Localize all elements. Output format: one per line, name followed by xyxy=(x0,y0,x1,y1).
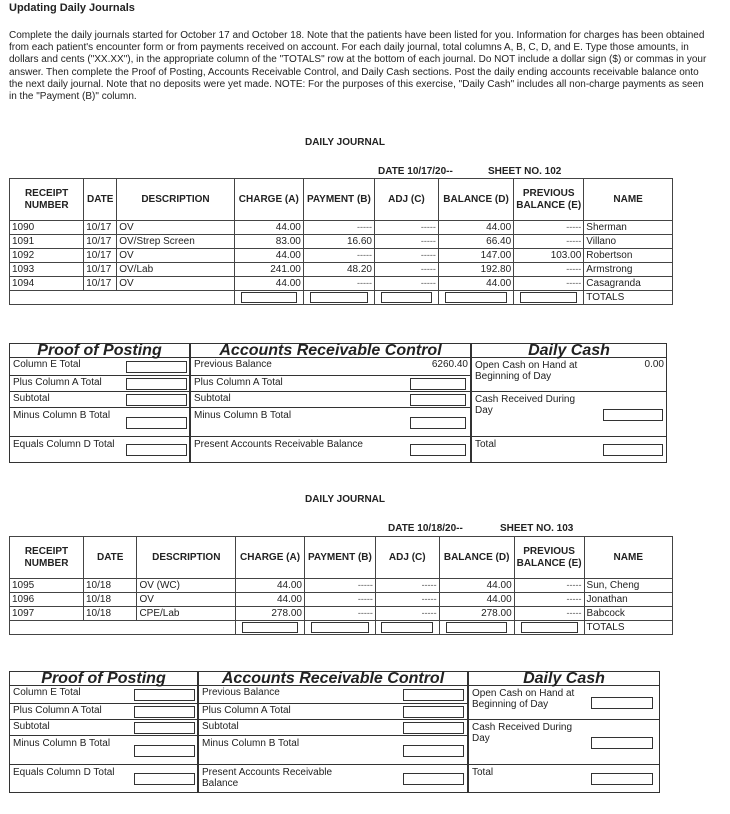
row-input[interactable] xyxy=(126,417,187,429)
row-input[interactable] xyxy=(126,394,187,406)
journal-row xyxy=(10,593,673,607)
proof-row xyxy=(469,686,659,720)
totals-row xyxy=(10,291,673,305)
col-adj: ADJ (C) xyxy=(375,537,439,579)
row-input[interactable] xyxy=(134,689,195,701)
ar-title: Accounts Receivable Control xyxy=(191,344,470,358)
col-payment: PAYMENT (B) xyxy=(304,537,375,579)
proof-row xyxy=(472,437,666,463)
cell-payment: 48.20 xyxy=(303,263,374,277)
col-receipt: RECEIPT NUMBER xyxy=(10,179,84,221)
instructions: Complete the daily journals started for October 17 and October 18. Note that the patients have been listed for you. Information for charges has been obtained from each patient's encounter form or from payments received on account. For each daily journal, total columns A, B, C, D, and E. Type those amounts, in dollars and cents ("XX.XX"), in the appropriate column of the "TOTALS" row at the bottom of each journal. Do NOT include a dollar sign ($) or commas in your answer. Then complete the Proof of Posting, Accounts Receivable Control, and Daily Cash sections. Post the daily ending accounts receivable balance onto the next daily journal. Note that no deposits were yet made. NOTE: For the purposes of this exercise, "Daily Cash" includes all non-charge payments as seen in the "Payment (B)" column. xyxy=(9,30,707,103)
row-input[interactable] xyxy=(403,745,464,757)
row-label: Present Accounts Receivable Balance xyxy=(194,439,363,450)
cell-balance: 192.80 xyxy=(438,263,513,277)
total-balance-input[interactable] xyxy=(446,622,508,633)
journal2-heading: DAILY JOURNAL xyxy=(304,494,385,505)
proof-row xyxy=(10,765,197,793)
cell-balance: 44.00 xyxy=(439,593,514,607)
col-prev-balance: PREVIOUS BALANCE (E) xyxy=(514,537,584,579)
total-prev-input[interactable] xyxy=(520,292,577,303)
cell-charge: 278.00 xyxy=(236,607,305,621)
row-label: Open Cash on Hand at Beginning of Day xyxy=(475,360,578,382)
row-input[interactable] xyxy=(403,689,464,701)
cell-adj: ----- xyxy=(375,579,439,593)
cell-date: 10/18 xyxy=(84,593,137,607)
proof-row xyxy=(191,358,470,376)
cell-charge: 44.00 xyxy=(234,249,303,263)
col-name: NAME xyxy=(584,179,673,221)
cell-charge: 44.00 xyxy=(236,593,305,607)
ar-title: Accounts Receivable Control xyxy=(199,672,467,686)
proof-row xyxy=(10,686,197,704)
cell-name: Casagranda xyxy=(584,277,673,291)
cell-receipt: 1091 xyxy=(10,235,84,249)
cash-title: Daily Cash xyxy=(469,672,659,686)
row-input[interactable] xyxy=(410,394,466,406)
row-label: Equals Column D Total xyxy=(13,767,115,778)
total-adj-input[interactable] xyxy=(381,292,433,303)
row-value: 6260.40 xyxy=(431,359,468,370)
row-label: Plus Column A Total xyxy=(202,705,291,716)
totals-label: TOTALS xyxy=(584,621,672,635)
journal-row xyxy=(10,579,673,593)
row-input[interactable] xyxy=(410,444,466,456)
proof-row xyxy=(10,720,197,736)
cell-payment: ----- xyxy=(304,593,375,607)
row-label: Minus Column B Total xyxy=(13,410,111,421)
proof-row xyxy=(10,392,189,408)
journal1-heading: DAILY JOURNAL xyxy=(304,137,385,148)
cell-name: Armstrong xyxy=(584,263,673,277)
cell-receipt: 1094 xyxy=(10,277,84,291)
cell-desc: OV (WC) xyxy=(137,579,236,593)
col-date: DATE xyxy=(84,179,117,221)
row-input[interactable] xyxy=(403,706,464,718)
row-input[interactable] xyxy=(603,444,663,456)
journal-row xyxy=(10,263,673,277)
totals-label: TOTALS xyxy=(584,291,673,305)
row-label: Equals Column D Total xyxy=(13,439,115,450)
row-input[interactable] xyxy=(126,444,187,456)
row-label: Minus Column B Total xyxy=(202,738,300,749)
col-receipt: RECEIPT NUMBER xyxy=(10,537,84,579)
row-label: Cash Received During Day xyxy=(475,394,576,416)
row-label: Subtotal xyxy=(13,721,50,732)
cell-name: Sun, Cheng xyxy=(584,579,672,593)
cell-payment: ----- xyxy=(303,277,374,291)
proof-row xyxy=(10,376,189,392)
cell-desc: OV xyxy=(117,221,235,235)
row-label: Subtotal xyxy=(13,393,50,404)
row-label: Column E Total xyxy=(13,359,81,370)
cell-balance: 44.00 xyxy=(438,277,513,291)
journal2-sheet: SHEET NO. 103 xyxy=(500,523,574,534)
cell-prev: ----- xyxy=(514,593,584,607)
proof-row xyxy=(191,437,470,463)
journal1-sheet: SHEET NO. 102 xyxy=(488,166,562,177)
col-description: DESCRIPTION xyxy=(137,537,236,579)
row-input[interactable] xyxy=(134,745,195,757)
cell-adj: ----- xyxy=(374,249,438,263)
cell-balance: 44.00 xyxy=(438,221,513,235)
row-label: Plus Column A Total xyxy=(194,377,283,388)
journal1-table xyxy=(9,178,673,305)
row-label: Previous Balance xyxy=(194,359,272,370)
row-input[interactable] xyxy=(410,417,466,429)
total-payment-input[interactable] xyxy=(310,292,368,303)
journal-row xyxy=(10,277,673,291)
proof-row xyxy=(199,686,467,704)
daily-cash-2 xyxy=(468,671,660,793)
row-label: Previous Balance xyxy=(202,687,280,698)
proof-of-posting-2 xyxy=(9,671,198,793)
journal-row xyxy=(10,607,673,621)
cell-desc: CPE/Lab xyxy=(137,607,236,621)
cell-payment: ----- xyxy=(303,249,374,263)
cell-receipt: 1096 xyxy=(10,593,84,607)
cell-prev: ----- xyxy=(514,607,584,621)
cell-adj: ----- xyxy=(374,277,438,291)
row-input[interactable] xyxy=(134,773,195,785)
row-input[interactable] xyxy=(134,722,195,734)
col-charge: CHARGE (A) xyxy=(234,179,303,221)
row-label: Minus Column B Total xyxy=(194,410,292,421)
cell-prev: ----- xyxy=(514,263,584,277)
row-label: Plus Column A Total xyxy=(13,705,102,716)
cell-date: 10/17 xyxy=(84,277,117,291)
row-label: Subtotal xyxy=(194,393,231,404)
cell-date: 10/17 xyxy=(84,249,117,263)
proof-row xyxy=(469,720,659,765)
proof-of-posting-1 xyxy=(9,343,190,463)
cell-payment: ----- xyxy=(304,607,375,621)
proof-row xyxy=(10,704,197,720)
cell-receipt: 1095 xyxy=(10,579,84,593)
cell-adj: ----- xyxy=(375,593,439,607)
cell-adj: ----- xyxy=(375,607,439,621)
row-label: Present Accounts Receivable Balance xyxy=(202,767,333,789)
row-label: Total xyxy=(472,767,494,778)
proof-row xyxy=(199,704,467,720)
proof-row xyxy=(10,736,197,765)
proof-title: Proof of Posting xyxy=(10,344,189,358)
row-label: Subtotal xyxy=(202,721,239,732)
cell-balance: 66.40 xyxy=(438,235,513,249)
col-name: NAME xyxy=(584,537,672,579)
journal-row xyxy=(10,235,673,249)
proof-row xyxy=(191,392,470,408)
cell-prev: ----- xyxy=(514,221,584,235)
cell-name: Jonathan xyxy=(584,593,672,607)
cell-receipt: 1092 xyxy=(10,249,84,263)
col-adj: ADJ (C) xyxy=(374,179,438,221)
journal1-date: DATE 10/17/20-- xyxy=(378,166,453,177)
cell-prev: ----- xyxy=(514,277,584,291)
proof-row xyxy=(472,358,666,392)
col-balance: BALANCE (D) xyxy=(438,179,513,221)
proof-row xyxy=(10,437,189,463)
cell-name: Robertson xyxy=(584,249,673,263)
journal2-date: DATE 10/18/20-- xyxy=(388,523,463,534)
page-title: Updating Daily Journals xyxy=(9,2,135,14)
row-label: Plus Column A Total xyxy=(13,377,102,388)
col-charge: CHARGE (A) xyxy=(236,537,305,579)
cell-charge: 241.00 xyxy=(234,263,303,277)
row-input[interactable] xyxy=(134,706,195,718)
ar-control-2 xyxy=(198,671,468,793)
cell-balance: 147.00 xyxy=(438,249,513,263)
cell-charge: 83.00 xyxy=(234,235,303,249)
col-date: DATE xyxy=(84,537,137,579)
cell-name: Villano xyxy=(584,235,673,249)
cell-desc: OV/Strep Screen xyxy=(117,235,235,249)
col-payment: PAYMENT (B) xyxy=(303,179,374,221)
row-label: Minus Column B Total xyxy=(13,738,111,749)
cell-desc: OV xyxy=(117,249,235,263)
cell-date: 10/18 xyxy=(84,579,137,593)
proof-row xyxy=(199,720,467,736)
cell-date: 10/18 xyxy=(84,607,137,621)
col-description: DESCRIPTION xyxy=(117,179,235,221)
row-label: Column E Total xyxy=(13,687,81,698)
journal2-table xyxy=(9,536,673,635)
row-value: 0.00 xyxy=(644,359,664,370)
cell-receipt: 1097 xyxy=(10,607,84,621)
cell-prev: ----- xyxy=(514,235,584,249)
row-input[interactable] xyxy=(126,361,187,373)
cell-payment: 16.60 xyxy=(303,235,374,249)
row-input[interactable] xyxy=(591,773,653,785)
total-adj-input[interactable] xyxy=(381,622,433,633)
row-input[interactable] xyxy=(403,722,464,734)
row-input[interactable] xyxy=(603,409,663,421)
row-label: Total xyxy=(475,439,497,450)
row-input[interactable] xyxy=(591,697,653,709)
proof-row xyxy=(469,765,659,793)
cell-date: 10/17 xyxy=(84,263,117,277)
row-label: Cash Received During Day xyxy=(472,722,573,744)
proof-row xyxy=(199,765,467,793)
proof-row xyxy=(199,736,467,765)
total-payment-input[interactable] xyxy=(311,622,369,633)
ar-control-1 xyxy=(190,343,471,463)
proof-row xyxy=(191,376,470,392)
totals-row xyxy=(10,621,673,635)
cell-charge: 44.00 xyxy=(234,277,303,291)
cell-desc: OV/Lab xyxy=(117,263,235,277)
cell-receipt: 1090 xyxy=(10,221,84,235)
proof-row xyxy=(191,408,470,437)
row-input[interactable] xyxy=(591,737,653,749)
total-prev-input[interactable] xyxy=(521,622,578,633)
row-input[interactable] xyxy=(126,378,187,390)
cell-charge: 44.00 xyxy=(234,221,303,235)
cell-adj: ----- xyxy=(374,221,438,235)
total-charge-input[interactable] xyxy=(241,292,297,303)
total-charge-input[interactable] xyxy=(242,622,298,633)
cell-date: 10/17 xyxy=(84,235,117,249)
cell-adj: ----- xyxy=(374,263,438,277)
cell-charge: 44.00 xyxy=(236,579,305,593)
row-label: Open Cash on Hand at Beginning of Day xyxy=(472,688,575,710)
cell-desc: OV xyxy=(137,593,236,607)
cell-prev: ----- xyxy=(514,579,584,593)
cell-payment: ----- xyxy=(303,221,374,235)
cell-prev: 103.00 xyxy=(514,249,584,263)
cell-name: Sherman xyxy=(584,221,673,235)
cell-name: Babcock xyxy=(584,607,672,621)
daily-cash-1 xyxy=(471,343,667,463)
proof-title: Proof of Posting xyxy=(10,672,197,686)
proof-row xyxy=(10,408,189,437)
proof-row xyxy=(10,358,189,376)
cell-date: 10/17 xyxy=(84,221,117,235)
cell-payment: ----- xyxy=(304,579,375,593)
cell-adj: ----- xyxy=(374,235,438,249)
col-prev-balance: PREVIOUS BALANCE (E) xyxy=(514,179,584,221)
col-balance: BALANCE (D) xyxy=(439,537,514,579)
cell-receipt: 1093 xyxy=(10,263,84,277)
row-input[interactable] xyxy=(410,378,466,390)
cash-title: Daily Cash xyxy=(472,344,666,358)
journal-row xyxy=(10,221,673,235)
cell-balance: 278.00 xyxy=(439,607,514,621)
row-input[interactable] xyxy=(403,773,464,785)
total-balance-input[interactable] xyxy=(445,292,507,303)
cell-balance: 44.00 xyxy=(439,579,514,593)
journal-row xyxy=(10,249,673,263)
proof-row xyxy=(472,392,666,437)
cell-desc: OV xyxy=(117,277,235,291)
